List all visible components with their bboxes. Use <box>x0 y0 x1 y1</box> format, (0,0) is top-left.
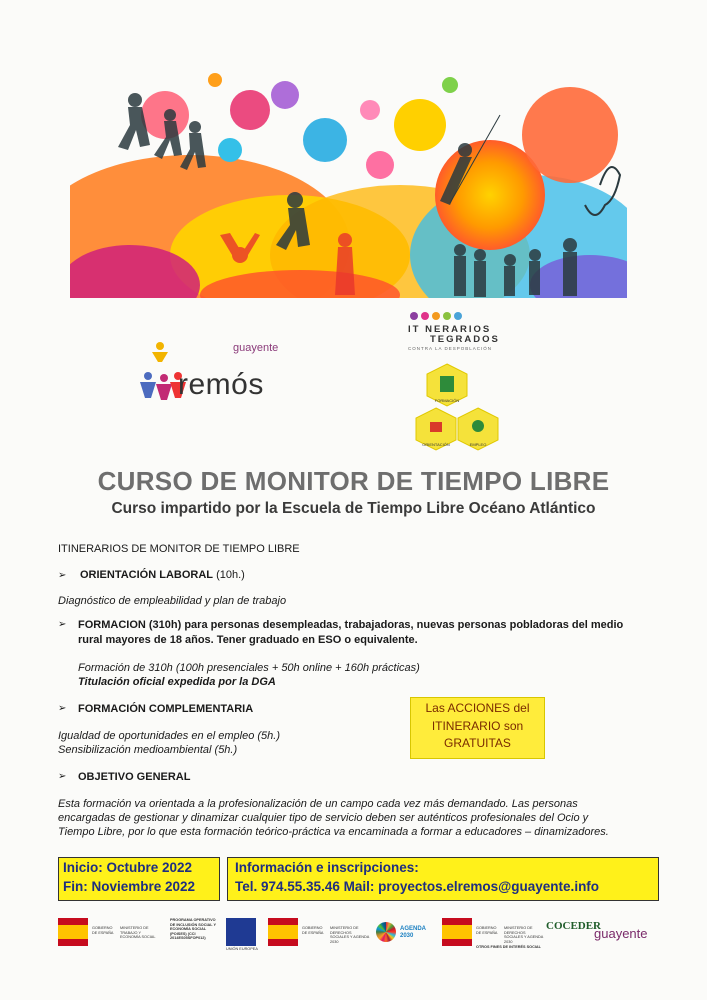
svg-text:EMPLEO: EMPLEO <box>469 442 487 447</box>
logo-itinerarios-integrados <box>408 312 528 362</box>
section-heading: ITINERARIOS DE MONITOR DE TIEMPO LIBRE <box>58 543 300 555</box>
arrow-bullet-icon: ➢ <box>58 570 67 581</box>
objetivo-line2: encargadas de gestionar y dinamizar cualquier tipo de servicio deben ser auténticos profesionales del Ocio y <box>58 812 589 824</box>
coceder-logo: COCEDER <box>546 920 602 932</box>
itinerarios-hexagons <box>412 362 532 462</box>
start-date: Inicio: Octubre 2022 <box>63 860 193 875</box>
arrow-bullet-icon: ➢ <box>58 703 67 714</box>
free-actions-badge: Las ACCIONES del ITINERARIO son GRATUITAS <box>410 697 545 759</box>
dates-box <box>58 857 220 901</box>
itinerarios-line3: CONTRA LA DESPOBLACIÓN <box>408 346 493 351</box>
objetivo-line3: Tiempo Libre, por lo que esta formación teórico-práctica va encaminada a formar a educadores – dinamizadores. <box>58 826 609 838</box>
eu-flag-icon <box>226 918 256 946</box>
complementaria-label: FORMACIÓN COMPLEMENTARIA <box>78 703 254 715</box>
complementaria-item2: Sensibilización medioambiental (5h.) <box>58 744 238 756</box>
end-date: Fin: Noviembre 2022 <box>63 879 196 894</box>
logo-el-remos <box>138 340 288 402</box>
orientacion-item: ORIENTACIÓN LABORAL (10h.) <box>80 569 245 581</box>
spain-flag-icon <box>442 918 472 946</box>
hero-illustration <box>70 55 627 298</box>
spain-flag-icon <box>58 918 88 946</box>
itinerarios-line2: TEGRADOS <box>430 334 500 345</box>
remos-wordmark: remós <box>178 368 264 401</box>
contact-details[interactable]: Tel. 974.55.35.46 Mail: proyectos.elremos@guayente.info <box>235 879 600 894</box>
agenda-2030-icon <box>376 922 396 942</box>
contact-box <box>227 857 659 901</box>
page-title: CURSO DE MONITOR DE TIEMPO LIBRE <box>97 466 610 496</box>
objetivo-line1: Esta formación va orientada a la profesionalización de un campo cada vez más demandado. Las personas <box>58 798 578 810</box>
formacion-detail1: Formación de 310h (100h presenciales + 50h online + 160h prácticas) <box>78 662 420 674</box>
objetivo-label: OBJETIVO GENERAL <box>78 771 191 783</box>
svg-text:ORIENTACIÓN: ORIENTACIÓN <box>422 442 450 447</box>
formacion-icon <box>440 376 454 392</box>
arrow-bullet-icon: ➢ <box>58 619 67 630</box>
orientacion-detail: Diagnóstico de empleabilidad y plan de trabajo <box>58 595 287 607</box>
complementaria-item1: Igualdad de oportunidades en el empleo (5h.) <box>58 730 280 742</box>
formacion-line1: FORMACION (310h) para personas desempleadas, trabajadoras, nuevas personas pobladoras del medio <box>78 619 624 631</box>
spain-flag-icon <box>268 918 298 946</box>
orientacion-icon <box>430 422 442 432</box>
contact-heading: Información e inscripciones: <box>235 860 419 875</box>
guayente-small-logo: guayente <box>233 342 279 354</box>
page-subtitle: Curso impartido por la Escuela de Tiempo Libre Océano Atlántico <box>111 500 596 517</box>
itinerarios-line1: IT NERARIOS <box>408 324 492 335</box>
guayente-logo: guayente <box>594 926 648 941</box>
svg-text:FORMACIÓN: FORMACIÓN <box>434 398 460 403</box>
arrow-bullet-icon: ➢ <box>58 771 67 782</box>
sponsor-logos: GOBIERNO DE ESPAÑA MINISTERIO DE TRABAJO Y ECONOMÍA SOCIAL PROGRAMA OPERATIVO DE INCLUSIÓN SOCIAL Y ECONOMÍA SOCIAL (POISES) (CCI 2014ES05SFOP012) UNIÓN EUROPEA GOBIERNO DE ESPAÑA MINISTERIO DE DERECHOS SOCIALES Y AGENDA 2030 AGENDA 2030 GOBIERNO DE ESPAÑA MINISTERIO DE DERECHOS SOCIALES Y AGENDA 2030 OTROS FINES DE INTERÉS SOCIAL COCEDER guayente <box>58 912 658 954</box>
empleo-icon <box>472 420 484 432</box>
formacion-detail2: Titulación oficial expedida por la DGA <box>78 676 276 688</box>
formacion-line2: rural mayores de 18 años. Tener graduado en ESO o equivalente. <box>78 634 418 646</box>
